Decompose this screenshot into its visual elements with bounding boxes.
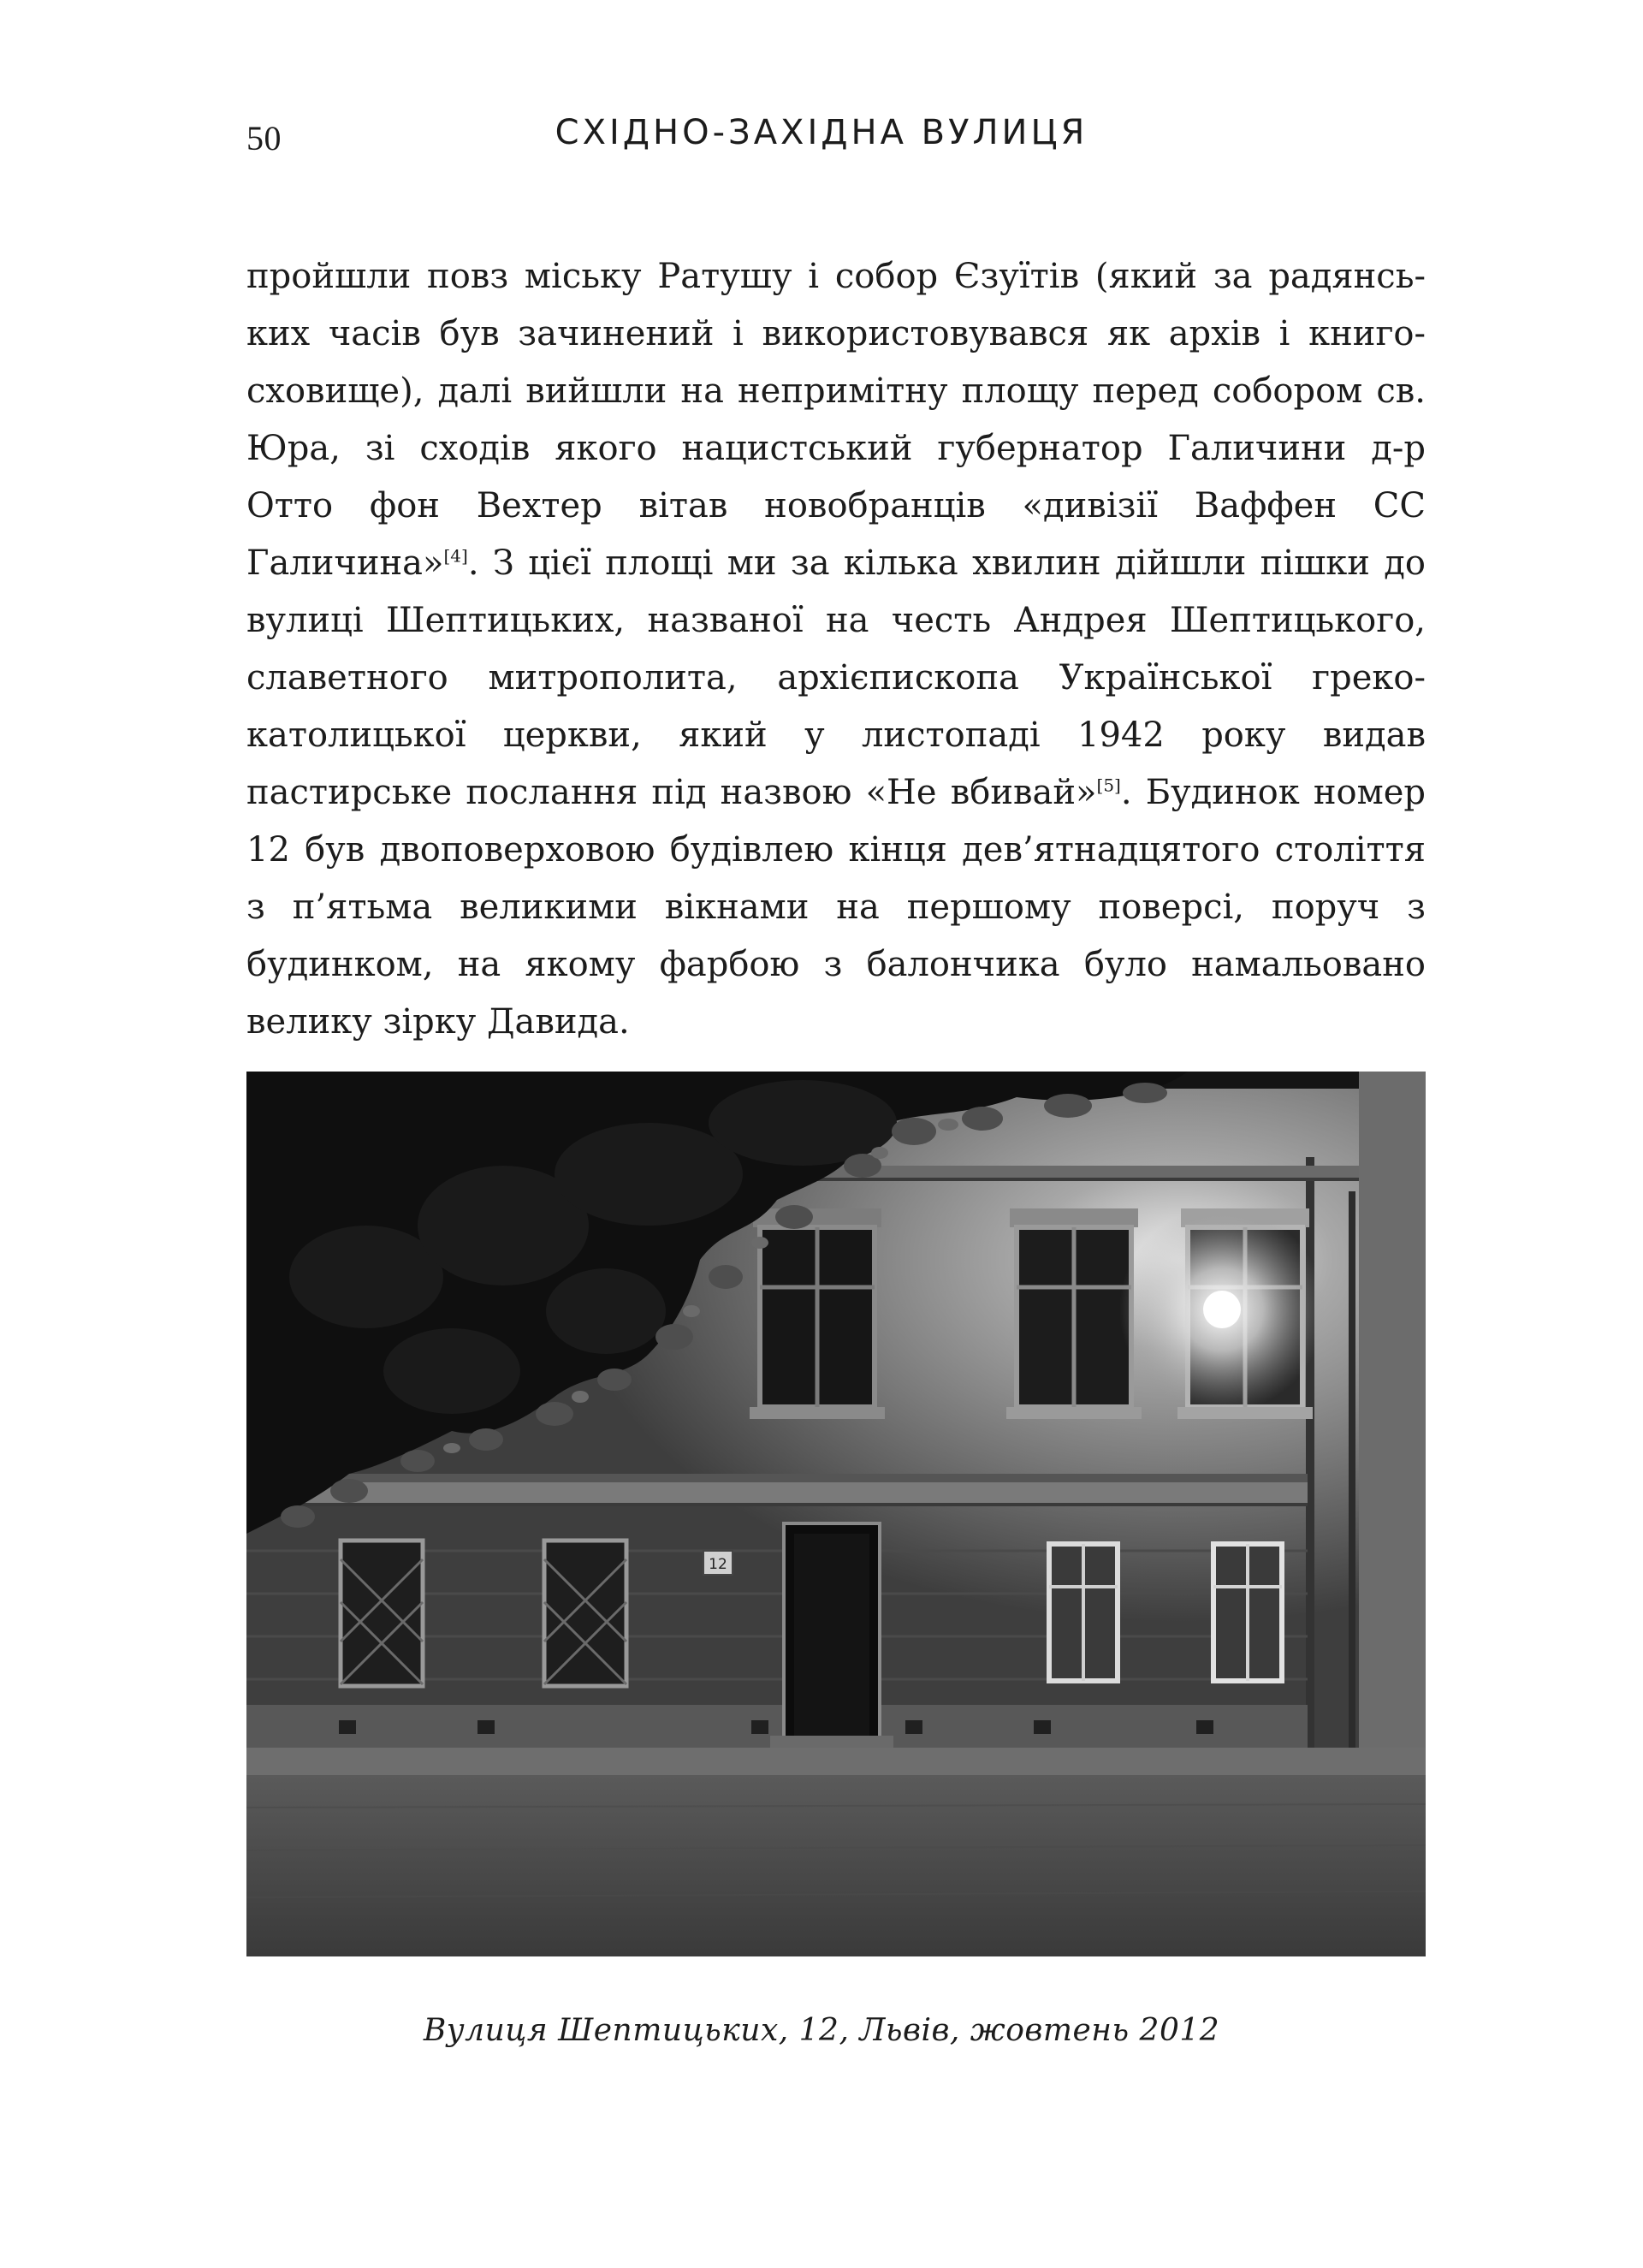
footnote-ref-5[interactable]: [5] (1096, 775, 1121, 796)
body-text-part-1: пройшли повз міську Ратушу і собор Єзуїтів (який за радянських часів був зачинений і використовувався як архів і книгосховище), далі вийшли на непримітну площу перед собором св. Юра, зі сходів якого нацистський губернатор Галичини д-р Отто фон Вехтер вітав новобранців «дивізії Ваффен СС Галичина» (246, 257, 1426, 583)
house-photo-illustration (246, 1072, 1426, 1956)
running-title: СХІДНО-ЗАХІДНА ВУЛИЦЯ (555, 113, 1088, 152)
page-number: 50 (246, 119, 282, 157)
sidewalk (246, 1748, 1426, 1775)
house-number: 12 (709, 1556, 727, 1573)
photo-caption: Вулиця Шептицьких, 12, Львів, жовтень 2012 (423, 2013, 1220, 2048)
footnote-ref-4[interactable]: [4] (443, 545, 468, 567)
body-text-part-2: . З цієї площі ми за кілька хвилин дійшли пішки до вулиці Шептицьких, названої на честь Андрея Шептицького, славетного митрополита, архієпископа Української греко-католицької церкви, який у листопаді 1942 року видав пастирське послання під назвою «Не вбивай» (246, 543, 1426, 812)
street-photo (246, 1072, 1426, 1956)
body-paragraph (246, 248, 1426, 1051)
body-text-part-3: . Будинок номер 12 був двоповерховою будівлею кінця дев’ятнадцятого століття з п’ятьма великими вікнами на першому поверсі, поруч з будинком, на якому фарбою з балончика було намальовано велику зірку Давида. (246, 773, 1426, 1042)
road (246, 1775, 1426, 1956)
